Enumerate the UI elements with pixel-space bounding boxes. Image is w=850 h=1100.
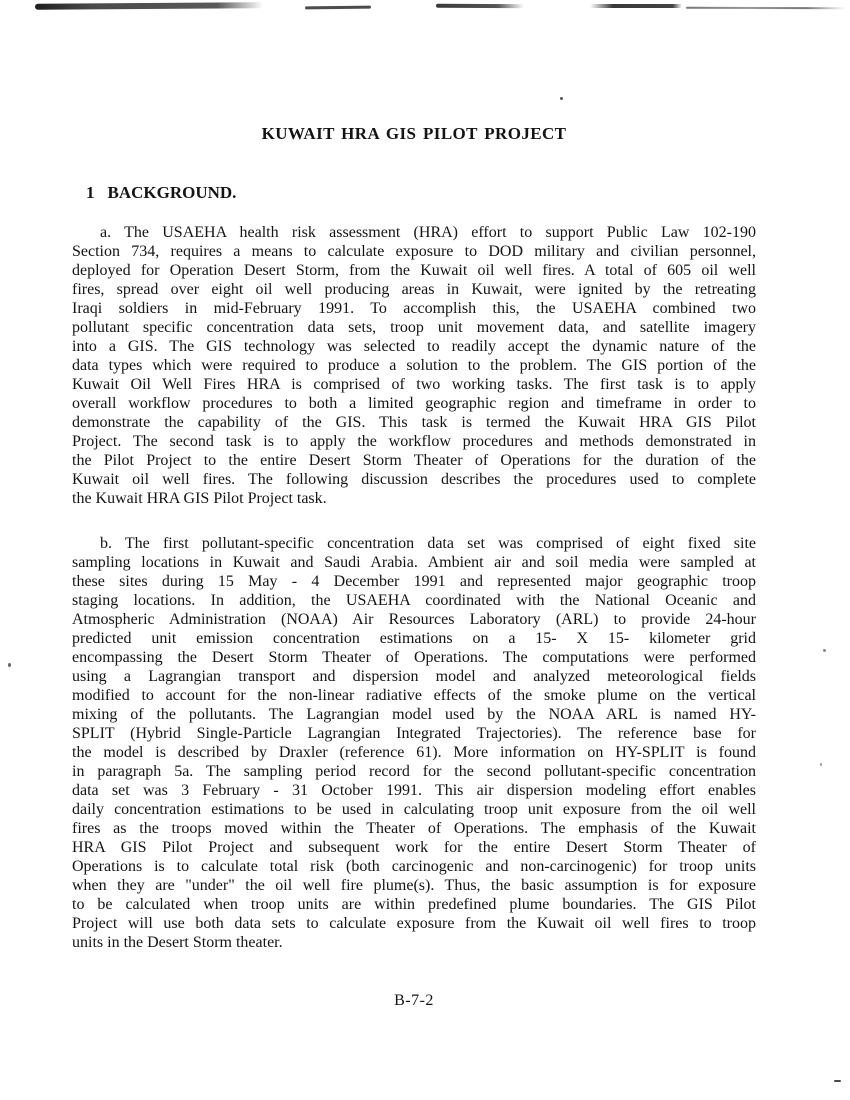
text-line: Kuwait oil well fires. The following discussion describes the procedures used to complete xyxy=(72,471,756,488)
scan-streak xyxy=(686,7,846,10)
scan-streak xyxy=(35,2,263,10)
scan-streak xyxy=(436,4,524,8)
text-line: deployed for Operation Desert Storm, from the Kuwait oil well fires. A total of 605 oil well xyxy=(72,262,756,279)
paragraph-a xyxy=(72,223,756,508)
scan-speck xyxy=(823,649,826,652)
text-line: the model is described by Draxler (reference 61). More information on HY-SPLIT is found xyxy=(72,744,756,761)
text-line: b. The first pollutant-specific concentration data set was comprised of eight fixed site xyxy=(100,535,756,552)
text-line: Section 734, requires a means to calculate exposure to DOD military and civilian personnel, xyxy=(72,243,756,260)
text-line: sampling locations in Kuwait and Saudi Arabia. Ambient air and soil media were sampled at xyxy=(72,554,756,571)
text-line: in paragraph 5a. The sampling period record for the second pollutant-specific concentration xyxy=(72,763,756,780)
text-line: encompassing the Desert Storm Theater of Operations. The computations were performed xyxy=(72,649,756,666)
text-line: Project will use both data sets to calculate exposure from the Kuwait oil well fires to troop xyxy=(72,915,756,932)
section-number: 1 xyxy=(86,183,95,202)
text-line: mixing of the pollutants. The Lagrangian model used by the NOAA ARL is named HY- xyxy=(72,706,756,723)
page-title: KUWAIT HRA GIS PILOT PROJECT xyxy=(261,124,567,143)
text-line: daily concentration estimations to be used in calculating troop unit exposure from the oil well xyxy=(72,801,756,818)
scan-speck xyxy=(820,763,822,766)
text-line: staging locations. In addition, the USAEHA coordinated with the National Oceanic and xyxy=(72,592,756,609)
text-line: demonstrate the capability of the GIS. This task is termed the Kuwait HRA GIS Pilot xyxy=(72,414,756,431)
section-heading-label: BACKGROUND. xyxy=(107,183,237,202)
text-line: the Pilot Project to the entire Desert Storm Theater of Operations for the duration of the xyxy=(72,452,756,469)
scan-streak xyxy=(590,4,682,8)
document-body xyxy=(72,223,756,952)
scan-speck xyxy=(8,663,11,667)
text-line: pollutant specific concentration data sets, troop unit movement data, and satellite imagery xyxy=(72,319,756,336)
scan-speck xyxy=(834,1080,841,1082)
text-line: units in the Desert Storm theater. xyxy=(72,934,283,951)
section-heading xyxy=(86,183,236,203)
text-line: a. The USAEHA health risk assessment (HRA) effort to support Public Law 102-190 xyxy=(100,224,756,241)
text-line: SPLIT (Hybrid Single-Particle Lagrangian Integrated Trajectories). The reference base for xyxy=(72,725,756,742)
page-number: B-7-2 xyxy=(394,992,434,1009)
text-line: data set was 3 February - 31 October 1991. This air dispersion modeling effort enables xyxy=(72,782,756,799)
text-line: into a GIS. The GIS technology was selected to readily accept the dynamic nature of the xyxy=(72,338,756,355)
text-line: data types which were required to produce a solution to the problem. The GIS portion of the xyxy=(72,357,756,374)
text-line: Project. The second task is to apply the workflow procedures and methods demonstrated in xyxy=(72,433,756,450)
text-line: Kuwait Oil Well Fires HRA is comprised of two working tasks. The first task is to apply xyxy=(72,376,756,393)
paragraph-b xyxy=(72,534,756,952)
text-line: Atmospheric Administration (NOAA) Air Resources Laboratory (ARL) to provide 24-hour xyxy=(72,611,756,628)
text-line: fires, spread over eight oil well producing areas in Kuwait, were ignited by the retreating xyxy=(72,281,756,298)
text-line: when they are "under" the oil well fire plume(s). Thus, the basic assumption is for exposure xyxy=(72,877,756,894)
text-line: Iraqi soldiers in mid-February 1991. To accomplish this, the USAEHA combined two xyxy=(72,300,756,317)
text-line: HRA GIS Pilot Project and subsequent work for the entire Desert Storm Theater of xyxy=(72,839,756,856)
text-line: using a Lagrangian transport and dispersion model and analyzed meteorological fields xyxy=(72,668,756,685)
scan-speck xyxy=(560,97,563,100)
text-line: these sites during 15 May - 4 December 1991 and represented major geographic troop xyxy=(72,573,756,590)
text-line: the Kuwait HRA GIS Pilot Project task. xyxy=(72,490,327,507)
text-line: fires as the troops moved within the Theater of Operations. The emphasis of the Kuwait xyxy=(72,820,756,837)
text-line: to be calculated when troop units are within predefined plume boundaries. The GIS Pilot xyxy=(72,896,756,913)
text-line: Operations is to calculate total risk (both carcinogenic and non-carcinogenic) for troop units xyxy=(72,858,756,875)
text-line: overall workflow procedures to both a limited geographic region and timeframe in order to xyxy=(72,395,756,412)
scan-streak xyxy=(305,6,371,10)
text-line: modified to account for the non-linear radiative effects of the smoke plume on the vertical xyxy=(72,687,756,704)
text-line: predicted unit emission concentration estimations on a 15- X 15- kilometer grid xyxy=(72,630,756,647)
